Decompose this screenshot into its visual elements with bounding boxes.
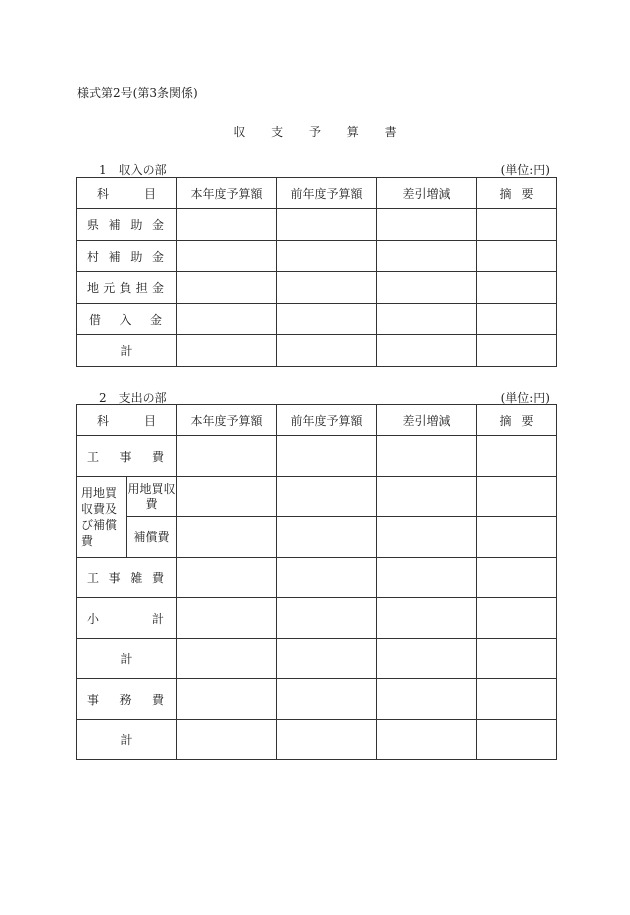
table-row [77, 558, 557, 598]
table-cell[interactable] [177, 720, 277, 760]
expense-section-label: 2 支出の部 [99, 391, 167, 405]
table-row [77, 598, 557, 639]
table-cell[interactable] [177, 558, 277, 598]
row-label-land-and-compensation: 用地買収費及び補償費 [77, 477, 127, 558]
table-cell[interactable] [277, 679, 377, 720]
table-cell[interactable] [477, 517, 557, 558]
table-cell[interactable] [177, 436, 277, 477]
expense-unit-label: (単位:円) [500, 391, 550, 405]
table-cell[interactable] [277, 598, 377, 639]
table-cell[interactable] [177, 272, 277, 304]
table-cell[interactable] [177, 477, 277, 517]
table-cell[interactable] [277, 558, 377, 598]
table-row [77, 720, 557, 760]
expense-header-difference: 差引増減 [377, 405, 477, 436]
table-row [77, 679, 557, 720]
income-header-difference: 差引増減 [377, 178, 477, 209]
table-cell[interactable] [477, 304, 557, 335]
table-cell[interactable] [477, 720, 557, 760]
row-label-total-1: 計 [77, 639, 177, 679]
table-cell[interactable] [177, 304, 277, 335]
table-cell[interactable] [177, 335, 277, 367]
table-cell[interactable] [377, 335, 477, 367]
row-label-office-expense: 事務費 [77, 679, 177, 720]
table-cell[interactable] [277, 639, 377, 679]
table-row [77, 477, 557, 517]
expense-header-previous: 前年度予算額 [277, 405, 377, 436]
income-section-label: 1 収入の部 [99, 163, 167, 177]
table-cell[interactable] [377, 304, 477, 335]
table-cell[interactable] [377, 639, 477, 679]
table-cell[interactable] [377, 241, 477, 272]
table-cell[interactable] [177, 517, 277, 558]
form-number: 様式第2号(第3条関係) [77, 86, 198, 100]
table-row [77, 436, 557, 477]
table-cell[interactable] [277, 436, 377, 477]
table-cell[interactable] [177, 598, 277, 639]
table-cell[interactable] [277, 517, 377, 558]
table-cell[interactable] [477, 335, 557, 367]
row-label-income-total: 計 [77, 335, 177, 367]
table-cell[interactable] [477, 436, 557, 477]
table-row [77, 335, 557, 367]
table-row [77, 272, 557, 304]
row-label-subtotal: 小計 [77, 598, 177, 639]
row-label-village-subsidy: 村補助金 [77, 241, 177, 272]
table-cell[interactable] [377, 720, 477, 760]
row-label-land-purchase: 用地買収費 [127, 477, 177, 517]
table-cell[interactable] [177, 679, 277, 720]
table-cell[interactable] [377, 558, 477, 598]
table-cell[interactable] [177, 241, 277, 272]
table-cell[interactable] [477, 477, 557, 517]
table-row [77, 517, 557, 558]
table-cell[interactable] [177, 639, 277, 679]
table-cell[interactable] [277, 335, 377, 367]
table-cell[interactable] [277, 477, 377, 517]
table-cell[interactable] [277, 272, 377, 304]
table-cell[interactable] [377, 517, 477, 558]
row-label-compensation: 補償費 [127, 517, 177, 558]
income-header-remarks: 摘要 [477, 178, 557, 209]
row-label-local-contribution: 地元負担金 [77, 272, 177, 304]
table-cell[interactable] [377, 679, 477, 720]
income-header-previous: 前年度予算額 [277, 178, 377, 209]
table-cell[interactable] [377, 436, 477, 477]
table-cell[interactable] [477, 558, 557, 598]
row-label-total-2: 計 [77, 720, 177, 760]
table-cell[interactable] [277, 720, 377, 760]
expense-table [76, 404, 557, 760]
table-cell[interactable] [377, 209, 477, 241]
expense-header-item: 科 目 [77, 405, 177, 436]
income-table [76, 177, 557, 367]
table-row [77, 304, 557, 335]
table-cell[interactable] [177, 209, 277, 241]
row-label-misc-construction: 工事雑費 [77, 558, 177, 598]
income-unit-label: (単位:円) [500, 163, 550, 177]
table-row [77, 241, 557, 272]
table-cell[interactable] [477, 272, 557, 304]
table-row [77, 209, 557, 241]
document-title: 収 支 予 算 書 [233, 125, 408, 139]
table-cell[interactable] [277, 241, 377, 272]
table-cell[interactable] [477, 598, 557, 639]
table-cell[interactable] [277, 209, 377, 241]
row-label-construction-cost: 工事費 [77, 436, 177, 477]
expense-header-row [77, 405, 557, 436]
table-row [77, 639, 557, 679]
income-header-current: 本年度予算額 [177, 178, 277, 209]
table-cell[interactable] [477, 209, 557, 241]
expense-header-current: 本年度予算額 [177, 405, 277, 436]
table-cell[interactable] [377, 598, 477, 639]
row-label-loan: 借入金 [77, 304, 177, 335]
table-cell[interactable] [477, 679, 557, 720]
income-header-item: 科 目 [77, 178, 177, 209]
income-header-row [77, 178, 557, 209]
row-label-prefectural-subsidy: 県補助金 [77, 209, 177, 241]
table-cell[interactable] [377, 272, 477, 304]
table-cell[interactable] [477, 241, 557, 272]
expense-header-remarks: 摘要 [477, 405, 557, 436]
table-cell[interactable] [477, 639, 557, 679]
table-cell[interactable] [377, 477, 477, 517]
table-cell[interactable] [277, 304, 377, 335]
